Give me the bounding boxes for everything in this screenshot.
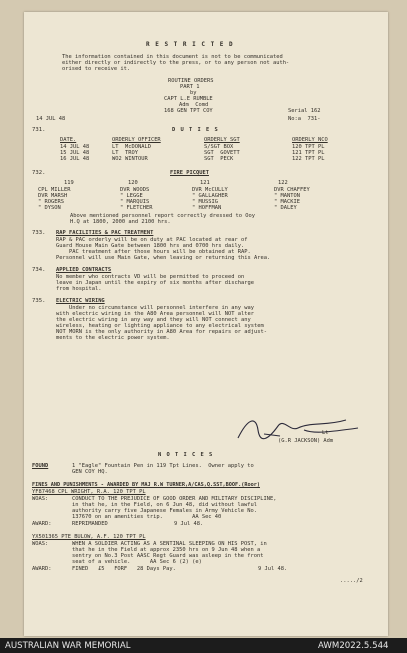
duties-heading: D U T I E S [172,127,219,133]
case2-award: FINED £5 FORF 28 Days Pay. [72,566,176,572]
duties-row-3-officer: WO2 WINTOUR [112,156,148,162]
section-number-732: 732. [32,170,46,176]
picquet-r3-c3: " MUSSIG [192,199,218,205]
duties-row-3-date: 16 JUL 48 [60,156,90,162]
vd-heading: APPLIED CONTRACTS [56,267,112,273]
page-continuation: ...../2 [340,578,363,584]
case1-award-label: AWARD: [32,521,52,527]
wiring-line-2: with electric wiring in the A80 Area personnel will NOT alter [56,311,254,317]
rap-line-2: Guard House Main Gate between 1800 hrs and 0700 hrs daily. [56,243,245,249]
notices-heading: N O T I C E S [158,452,214,458]
found-label: FOUND [32,463,49,469]
picquet-r2-c2: " LEGGE [120,193,143,199]
picquet-platoon-119: 119 [64,180,74,186]
orders-title: ROUTINE ORDERS [168,78,214,84]
wiring-line-1: Under no circumstance will personnel interfere in any way [56,305,254,311]
picquet-platoon-121: 121 [200,180,210,186]
picquet-r4-c4: " DALEY [274,205,297,211]
duties-row-2-officer: LT TROY [112,150,138,156]
duties-row-1-nco: 120 TPT PL [292,144,325,150]
picquet-r2-c4: " MANTON [274,193,300,199]
footer-accession: AWM2022.5.544 [318,641,389,651]
rap-line-3: PAC treatment after those hours will be obtained at RAP. [56,249,251,255]
case2-soldier: YX501365 PTE BULOW, A.F. 120 TPT PL [32,534,146,540]
serial-number: Serial 162 [288,108,321,114]
vd-line-1: No member who contracts VD will be permitted to proceed on [56,274,245,280]
signature-rank: Lt [322,430,329,436]
picquet-r3-c2: " MARQUIS [120,199,150,205]
notice-line-3: orised to receive it. [62,66,131,72]
picquet-r1-c2: DVR WOODS [120,187,150,193]
restricted-mark: R E S T R I C T E D [146,41,234,48]
duties-row-2-date: 15 JUL 48 [60,150,90,156]
section-number-733: 733. [32,230,46,236]
section-number-731: 731. [32,127,46,133]
document-page [24,12,388,636]
rap-line-4: Personnel will use Main Gate, when leaving or returning this Area. [56,255,271,261]
case1-soldier: YF87468 CPL WRIGHT, R.A. 120 TPT PL [32,489,146,495]
notice-line-2: either directly or indirectly to the press, or to any person not auth- [62,60,290,66]
case2-award-date: 9 Jul 48. [258,566,288,572]
duties-row-3-nco: 122 TPT PL [292,156,325,162]
picquet-r4-c1: " DYSON [38,205,61,211]
case1-woas-label: WOAS: [32,496,49,502]
fines-heading: FINES AND PUNISHMENTS - AWARDED BY MAJ R.W TURNER,A/CAS,Q.SST,BOOF.(Roor) [32,482,260,488]
case1-award: REPRIMANDED [72,521,108,527]
picquet-r3-c4: " MACKIE [274,199,300,205]
picquet-r1-c4: DVR CHAFFEY [274,187,310,193]
case1-award-date: 9 Jul 48. [174,521,204,527]
case1-woas-3: authority carry five Japanese Females in Army Vehicle No. [72,508,257,514]
case1-woas-2: in that he, in the Field, on 6 Jun 48, did without lawful [72,502,257,508]
vd-line-3: from hospital. [56,286,102,292]
picquet-r1-c3: DVR McCULLY [192,187,228,193]
picquet-r1-c1: CPL MILLER [38,187,71,193]
duties-col-officer: ORDERLY OFFICER [112,137,161,143]
section-number-735: 735. [32,298,46,304]
notice-line-1: The information contained in this document is not to be communicated [62,54,283,60]
orders-by: by [190,90,197,96]
unit-name: 168 GEN TPT COY [164,108,213,114]
picquet-r2-c3: " GALLAGHER [192,193,228,199]
found-line-2: GEN COY HQ. [72,469,108,475]
picquet-footer-1: Above mentioned personnel report correctly dressed to Ooy [70,213,255,219]
duties-row-1-officer: LT McDONALD [112,144,151,150]
duties-col-date: DATE. [60,137,77,143]
case2-woas-1: WHEN A SOLDIER ACTING AS A SENTINAL SLEEPING ON HIS POST, in [72,541,267,547]
fire-picquet-heading: FIRE PICQUET [170,170,209,176]
duties-row-2-nco: 121 TPT PL [292,150,325,156]
order-date: 14 JUL 48 [36,116,66,122]
picquet-r2-c1: DVR MARSH [38,193,68,199]
section-number-734: 734. [32,267,46,273]
found-line-1: 1 "Eagle" Fountain Pen in 119 Tpt Lines. Owner apply to [72,463,254,469]
duties-row-2-sgt: SGT GOVETT [204,150,240,156]
duties-col-sgt: ORDERLY SGT [204,137,240,143]
orders-part: PART 1 [180,84,200,90]
case2-award-label: AWARD: [32,566,52,572]
officer-name: CAPT L.E RUMBLE [164,96,213,102]
footer-institution: AUSTRALIAN WAR MEMORIAL [5,641,131,651]
duties-row-3-sgt: SGT PECK [204,156,234,162]
wiring-line-4: wireless, heating or lighting appliance to any electrical system [56,323,264,329]
case1-woas-4: 137670 on an amenities trip. AA Sec 40 [72,514,222,520]
picquet-r4-c2: " FLETCHER [120,205,153,211]
wiring-line-5: NOT MORN is the only authority in A80 Area for repairs or adjust- [56,329,267,335]
archive-footer [0,638,407,653]
picquet-r4-c3: " HOFFMAN [192,205,222,211]
case1-woas-1: CONDUCT TO THE PREJUDICE OF GOOD ORDER AND MILITARY DISCIPLINE, [72,496,277,502]
picquet-platoon-120: 120 [128,180,138,186]
wiring-heading: ELECTRIC WIRING [56,298,105,304]
picquet-platoon-122: 122 [278,180,288,186]
rap-line-1: RAP & PAC orderly will be on duty at PAC located at rear of [56,237,248,243]
order-number: No:a 731- [288,116,321,122]
case2-woas-label: WOAS: [32,541,49,547]
officer-role: Adm Comd [179,102,209,108]
signature-name: (G.R JACKSON) Adm [278,438,334,444]
vd-line-2: leave in Japan until the expiry of six months after discharge [56,280,254,286]
picquet-r3-c1: " ROGERS [38,199,64,205]
wiring-line-6: ments to the electric power system. [56,335,170,341]
duties-row-1-date: 14 JUL 48 [60,144,90,150]
rap-heading: RAP FACILITIES & PAC TREATMENT [56,230,154,236]
wiring-line-3: the electric wiring in any way and they will NOT connect any [56,317,251,323]
case2-woas-3: sentry on No.3 Post AASC Regt Guard was asleep in the front [72,553,264,559]
case2-woas-2: that he in the Field at approx 2350 hrs on 9 Jun 48 when a [72,547,261,553]
case2-woas-4: seat of a vehicle. AA Sec 6 (2) (e) [72,559,202,565]
duties-col-nco: ORDERLY NCO [292,137,328,143]
duties-row-1-sgt: S/SGT BOX [204,144,234,150]
picquet-footer-2: H.Q at 1800, 2000 and 2100 hrs. [70,219,171,225]
